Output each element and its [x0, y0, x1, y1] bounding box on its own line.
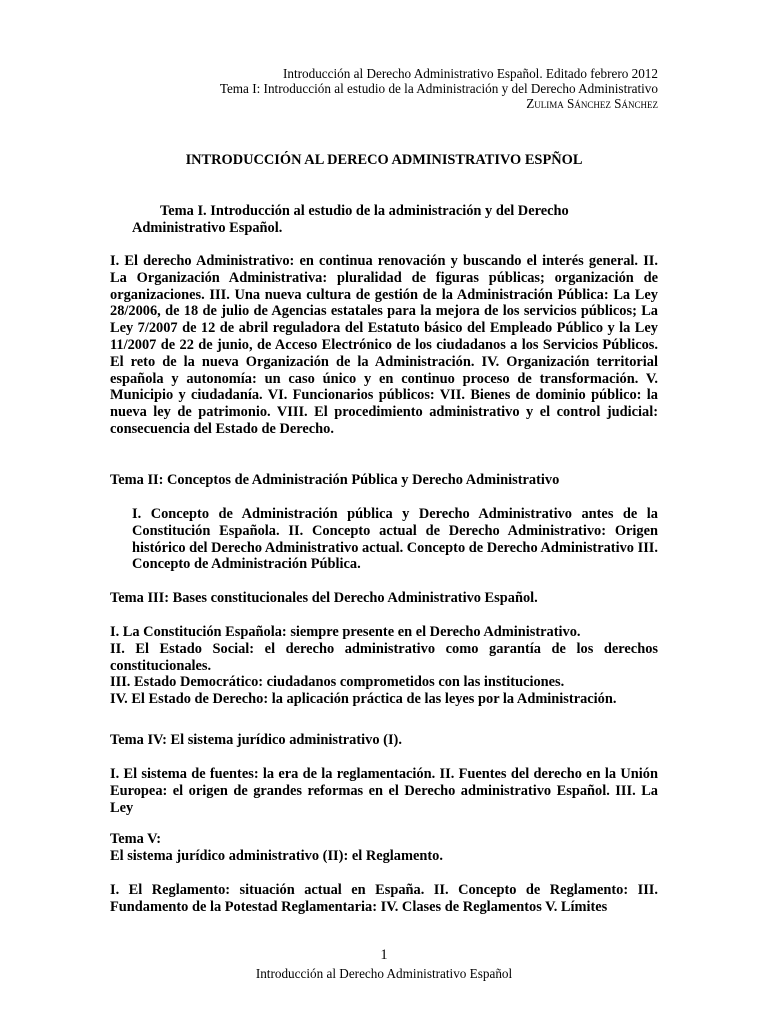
- header-line-2: Tema I: Introducción al estudio de la Administración y del Derecho Administrativo: [219, 81, 658, 97]
- tema4-heading: [110, 732, 658, 749]
- tema3-body: [110, 624, 658, 708]
- header-line-1: Introducción al Derecho Administrativo Español. Editado febrero 2012: [282, 66, 658, 81]
- tema2-paragraph: I. Concepto de Administración pública y Derecho Administrativo antes de la Constitución Española. II. Concepto actual de Derecho Administrativo: Origen histórico del Derecho Administrativo actual. Concepto de Derecho Administrativo III. Concepto de Administración Pública.: [132, 506, 658, 573]
- tema5-heading-line2: El sistema jurídico administrativo (II): el Reglamento.: [110, 847, 443, 864]
- tema1-heading: [110, 203, 658, 237]
- tema1-heading-line2: Administrativo Español.: [132, 219, 283, 236]
- tema5-body: [110, 882, 658, 916]
- tema1-heading-line1: Tema I. Introducción al estudio de la administración y del Derecho: [160, 203, 569, 219]
- page-number: 1: [380, 947, 388, 963]
- tema3-item: III. Estado Democrático: ciudadanos comprometidos con las instituciones.: [110, 674, 565, 691]
- tema4-paragraph: I. El sistema de fuentes: la era de la reglamentación. II. Fuentes del derecho en la Unión Europea: el origen de grandes reformas en el Derecho administrativo Español. III. La Ley: [110, 766, 658, 816]
- running-header: [220, 66, 658, 112]
- tema1-paragraph: I. El derecho Administrativo: en continua renovación y buscando el interés general. II. La Organización Administrativa: pluralidad de figuras públicas; organización de organizaciones. III. Una nueva cultura de gestión de la Administración Pública: La Ley 28/2006, de 18 de julio de Agencias estatales para la mejora de los servicios públicos; La Ley 7/2007 de 12 de abril reguladora del Estatuto básico del Empleado Público y la Ley 11/2007 de 22 de junio, de Acceso Electrónico de los ciudadanos a los Servicios Públicos. El reto de la nueva Organización de la Administración. IV. Organización territorial española y autonomía: un caso único y en continuo proceso de transformación. V. Municipio y ciudadanía. VI. Funcionarios públicos: VII. Bienes de dominio público: la nueva ley de patrimonio. VIII. El procedimiento administrativo y el control judicial: consecuencia del Estado de Derecho.: [110, 253, 658, 437]
- tema2-heading: [110, 472, 658, 489]
- tema5-heading-line1: Tema V:: [110, 831, 162, 847]
- tema3-heading-text: Tema III: Bases constitucionales del Derecho Administrativo Español.: [110, 590, 538, 606]
- tema4-body: [110, 766, 658, 816]
- tema5-paragraph: I. El Reglamento: situación actual en España. II. Concepto de Reglamento: III. Fundamento de la Potestad Reglamentaria: IV. Clases de Reglamentos V. Límites: [110, 882, 658, 915]
- tema1-body: [110, 253, 658, 438]
- tema3-item: I. La Constitución Española: siempre presente en el Derecho Administrativo.: [110, 624, 581, 640]
- tema2-body: [132, 506, 658, 573]
- document-title: INTRODUCCIÓN AL DERECO ADMINISTRATIVO ESPÑOL: [185, 152, 583, 168]
- running-footer: Introducción al Derecho Administrativo Español: [255, 966, 513, 981]
- tema3-item: II. El Estado Social: el derecho administrativo como garantía de los derechos constitucionales.: [110, 640, 658, 674]
- tema3-item: IV. El Estado de Derecho: la aplicación práctica de las leyes por la Administración.: [110, 691, 617, 708]
- tema5-heading: [110, 831, 658, 865]
- header-author: Zulima Sánchez Sánchez: [526, 96, 658, 112]
- tema2-heading-text: Tema II: Conceptos de Administración Pública y Derecho Administrativo: [110, 472, 560, 488]
- tema4-heading-text: Tema IV: El sistema jurídico administrativo (I).: [110, 732, 402, 748]
- tema3-heading: [110, 590, 658, 607]
